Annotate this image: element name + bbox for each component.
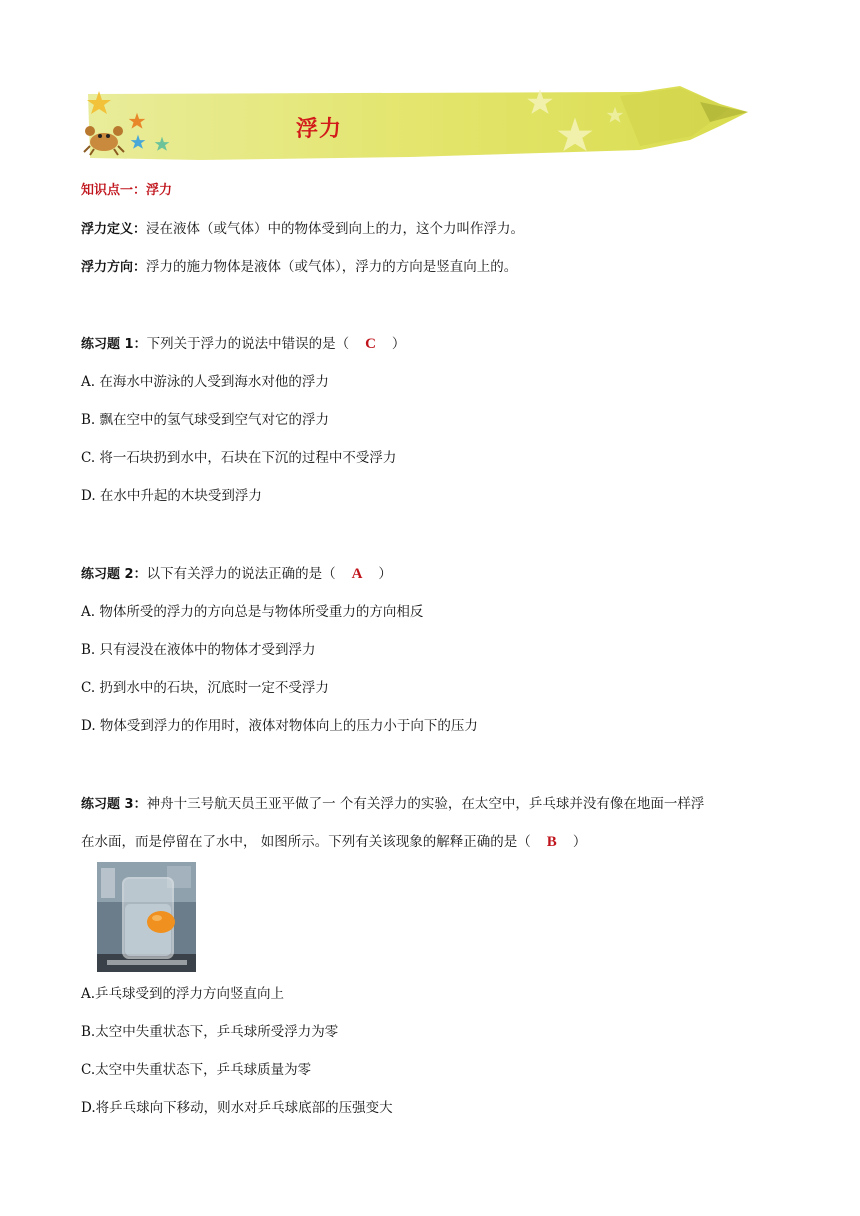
option-item: D. 物体受到浮力的作用时，液体对物体向上的压力小于向下的压力 <box>81 718 478 734</box>
exercise-label: 练习题 1： <box>81 337 147 352</box>
option-item: A. 在海水中游泳的人受到海水对他的浮力 <box>81 374 329 390</box>
question-text-end: ） <box>572 834 587 850</box>
question-text: 下列关于浮力的说法中错误的是（ <box>146 336 350 352</box>
starfish-icon <box>86 90 112 116</box>
question-text: 神舟十三号航天员王亚平做了一 个有关浮力的实验，在太空中，乒乓球并没有像在地面一样浮 <box>146 796 705 812</box>
starfish-icon <box>154 136 170 152</box>
question-text-end: ） <box>378 566 392 582</box>
option-item: B. 只有浸没在液体中的物体才受到浮力 <box>81 642 316 658</box>
starfish-icon <box>128 112 146 130</box>
option-item: D. 在水中升起的木块受到浮力 <box>81 488 262 504</box>
exercise-label: 练习题 3： <box>81 797 147 812</box>
answer-mark: A <box>351 566 363 582</box>
exercise-3-stem-continued <box>81 832 586 852</box>
answer-mark: B <box>546 834 557 850</box>
option-item: A. 物体所受的浮力的方向总是与物体所受重力的方向相反 <box>81 604 424 620</box>
option-item: C. 将一石块扔到水中，石块在下沉的过程中不受浮力 <box>81 450 397 466</box>
definition-line <box>81 219 524 240</box>
option-item: B. 飘在空中的氢气球受到空气对它的浮力 <box>81 412 330 428</box>
question-text-end: ） <box>391 336 406 352</box>
definition-label: 浮力定义： <box>81 222 147 237</box>
starfish-icon <box>526 88 554 116</box>
question-text: 在水面，而是停留在了水中， 如图所示。下列有关该现象的解释正确的是（ <box>81 834 531 850</box>
title-banner <box>80 82 748 164</box>
option-item: A.乒乓球受到的浮力方向竖直向上 <box>81 986 285 1002</box>
direction-text: 浮力的施力物体是液体（或气体），浮力的方向是竖直向上的。 <box>146 259 518 275</box>
page-title: 浮力 <box>296 117 343 142</box>
starfish-icon <box>556 116 594 154</box>
direction-label: 浮力方向： <box>81 260 147 275</box>
direction-line <box>81 257 517 278</box>
option-item: B.太空中失重状态下，乒乓球所受浮力为零 <box>81 1024 339 1040</box>
starfish-icon <box>606 106 624 124</box>
definition-text: 浸在液体（或气体）中的物体受到向上的力，这个力叫作浮力。 <box>146 221 525 237</box>
option-item: D.将乒乓球向下移动，则水对乒乓球底部的压强变大 <box>81 1100 393 1116</box>
starfish-icon <box>130 134 146 150</box>
exercise-2-stem <box>81 564 392 585</box>
question-text: 以下有关浮力的说法正确的是（ <box>146 566 336 582</box>
section-heading: 知识点一：浮力 <box>81 183 173 198</box>
exercise-1-stem <box>81 334 405 355</box>
experiment-photo <box>97 862 196 972</box>
banner-background <box>80 82 748 164</box>
option-item: C. 扔到水中的石块，沉底时一定不受浮力 <box>81 680 329 696</box>
exercise-3-stem <box>81 794 704 815</box>
crab-icon <box>82 122 126 156</box>
option-item: C.太空中失重状态下，乒乓球质量为零 <box>81 1062 312 1078</box>
answer-mark: C <box>365 336 376 352</box>
exercise-label: 练习题 2： <box>81 567 147 582</box>
